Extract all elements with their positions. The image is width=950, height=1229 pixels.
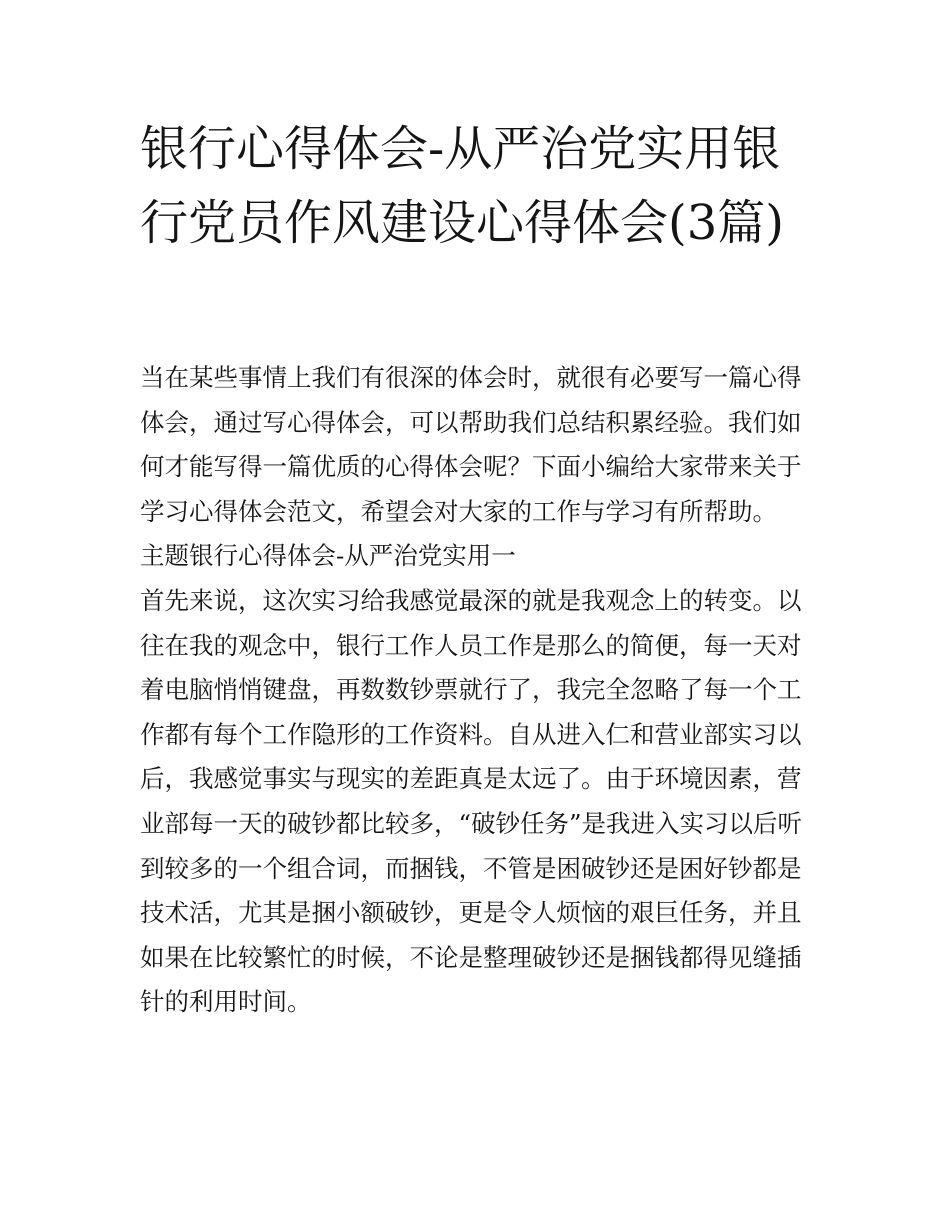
intro-paragraph: 当在某些事情上我们有很深的体会时，就很有必要写一篇心得体会，通过写心得体会，可以帮助我们总结积累经验。我们如何才能写得一篇优质的心得体会呢？下面小编给大家带来关于学习心得体会范文，希望会对大家的工作与学习有所帮助。: [140, 363, 802, 526]
body-paragraph: 首先来说，这次实习给我感觉最深的就是我观念上的转变。以往在我的观念中，银行工作人员工作是那么的简便，每一天对着电脑悄悄键盘，再数数钞票就行了，我完全忽略了每一个工作都有每个工作隐形的工作资料。自从进入仁和营业部实习以后，我感觉事实与现实的差距真是太远了。由于环境因素，营业部每一天的破钞都比较多，“破钞任务”是我进入实习以后听到较多的一个组合词，而捆钱，不管是困破钞还是困好钞都是技术活，尤其是捆小额破钞，更是令人烦恼的艰巨任务，并且如果在比较繁忙的时候，不论是整理破钞还是捆钱都得见缝插针的利用时间。: [140, 585, 803, 1017]
section-heading: 主题银行心得体会-从严治党实用一: [140, 541, 516, 571]
document-title: 银行心得体会-从严治党实用银行党员作风建设心得体会(3篇): [140, 121, 784, 251]
document-body: [140, 356, 820, 1025]
